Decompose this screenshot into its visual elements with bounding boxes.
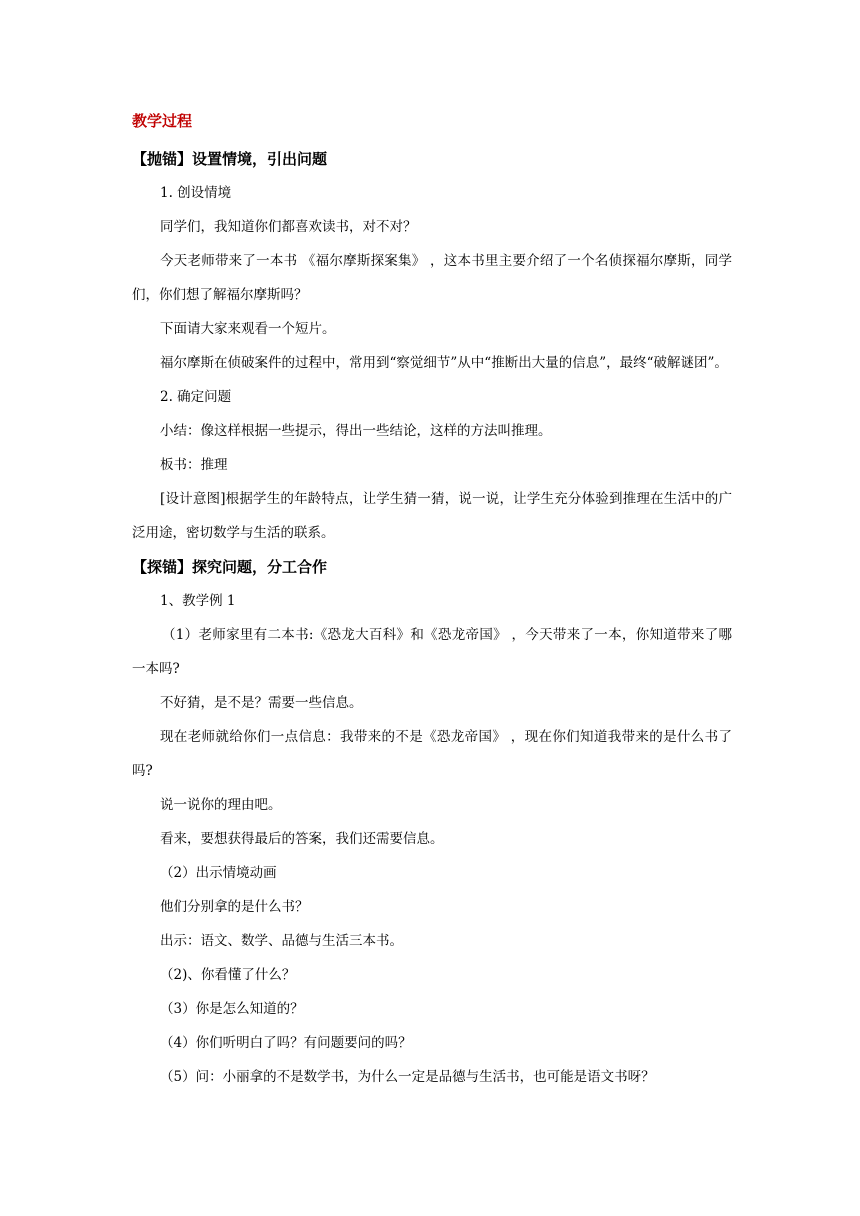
paragraph: 说一说你的理由吧。 [160, 797, 282, 813]
paragraph: 看来，要想获得最后的答案，我们还需要信息。 [160, 831, 444, 847]
paragraph: 福尔摩斯在侦破案件的过程中，常用到“察觉细节”从中“推断出大量的信息”，最终“破解谜团”。 [160, 355, 728, 371]
paragraph: （2)、你看懂了什么？ [160, 967, 296, 983]
paragraph: 不好猜，是不是？需要一些信息。 [160, 695, 363, 711]
doc-title: 教学过程 [132, 112, 193, 130]
paragraph: 下面请大家来观看一个短片。 [160, 321, 336, 337]
paragraph: （4）你们听明白了吗？有问题要问的吗？ [160, 1035, 412, 1051]
paragraph: 今天老师带来了一本书 《福尔摩斯探案集》 ，这本书里主要介绍了一个名侦探福尔摩斯，同学们，你们想了解福尔摩斯吗？ [132, 253, 732, 303]
paragraph: 小结：像这样根据一些提示，得出一些结论，这样的方法叫推理。 [160, 423, 552, 439]
paragraph: （3）你是怎么知道的？ [160, 1001, 304, 1017]
paragraph: 板书：推理 [160, 457, 228, 473]
section-heading-explore: 【探锚】探究问题，分工合作 [132, 558, 328, 576]
paragraph: 出示：语文、数学、品德与生活三本书。 [160, 933, 403, 949]
paragraph: 他们分别拿的是什么书？ [160, 899, 309, 915]
paragraph: 同学们，我知道你们都喜欢读书，对不对？ [160, 219, 417, 235]
document-body [132, 108, 732, 1094]
paragraph: （5）问：小丽拿的不是数学书，为什么一定是品德与生活书，也可能是语文书呀？ [160, 1069, 655, 1085]
paragraph: （2）出示情境动画 [160, 865, 277, 881]
paragraph: 1. 创设情境 [160, 185, 232, 201]
paragraph: 现在老师就给你们一点信息：我带来的不是《恐龙帝国》 ，现在你们知道我带来的是什么书了吗? [132, 729, 732, 779]
paragraph: [设计意图]根据学生的年龄特点，让学生猜一猜，说一说，让学生充分体验到推理在生活中的广泛用途，密切数学与生活的联系。 [132, 491, 732, 541]
paragraph: 1、教学例 1 [160, 593, 236, 609]
paragraph: 2. 确定问题 [160, 389, 232, 405]
section-heading-anchor: 【抛锚】设置情境，引出问题 [132, 150, 328, 168]
paragraph: （1）老师家里有二本书:《恐龙大百科》和《恐龙帝国》 ，今天带来了一本，你知道带来了哪一本吗? [132, 627, 732, 677]
